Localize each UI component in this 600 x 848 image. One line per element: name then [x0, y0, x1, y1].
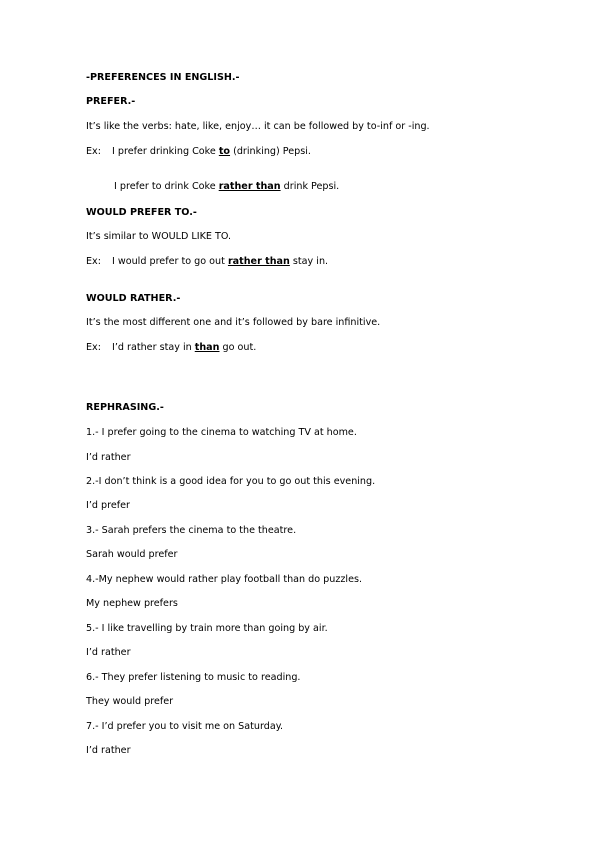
- document-title: -PREFERENCES IN ENGLISH.-: [86, 72, 240, 83]
- example-text: stay in.: [289, 256, 329, 267]
- example-keyword: to: [218, 146, 231, 157]
- example-text: (drinking) Pepsi.: [230, 146, 311, 157]
- example-text: I prefer drinking Coke: [112, 146, 219, 157]
- exercise-question: 3.- Sarah prefers the cinema to the theatre.: [86, 525, 297, 536]
- example-keyword: rather than: [227, 256, 290, 267]
- exercise-question: 7.- I’d prefer you to visit me on Saturday.: [86, 721, 284, 732]
- example-keyword: than: [194, 342, 220, 353]
- exercise-answer-prompt: They would prefer: [86, 696, 174, 707]
- exercise-question: 4.-My nephew would rather play football than do puzzles.: [86, 574, 363, 585]
- would-rather-heading: WOULD RATHER.-: [86, 293, 181, 304]
- would-rather-description: It’s the most different one and it’s followed by bare infinitive.: [86, 317, 381, 328]
- would-rather-example: [86, 342, 256, 354]
- example-label: Ex:: [86, 256, 101, 267]
- exercise-answer-prompt: I’d rather: [86, 647, 131, 658]
- example-text: drink Pepsi.: [280, 181, 340, 192]
- rephrasing-heading: REPHRASING.-: [86, 402, 164, 413]
- exercise-question: 2.-I don’t think is a good idea for you to go out this evening.: [86, 476, 376, 487]
- prefer-example-2: [114, 181, 339, 193]
- example-label: Ex:: [86, 146, 101, 157]
- example-text: go out.: [219, 342, 257, 353]
- example-label: Ex:: [86, 342, 101, 353]
- prefer-example-1: [86, 146, 311, 158]
- example-keyword: rather than: [218, 181, 281, 192]
- would-prefer-example: [86, 256, 328, 268]
- exercise-answer-prompt: I’d prefer: [86, 500, 130, 511]
- prefer-description: It’s like the verbs: hate, like, enjoy… it can be followed by to-inf or -ing.: [86, 121, 430, 132]
- exercise-question: 1.- I prefer going to the cinema to watching TV at home.: [86, 427, 357, 438]
- exercise-question: 5.- I like travelling by train more than going by air.: [86, 623, 328, 634]
- exercise-question: 6.- They prefer listening to music to reading.: [86, 672, 301, 683]
- prefer-heading: PREFER.-: [86, 96, 136, 107]
- exercise-answer-prompt: I’d rather: [86, 745, 131, 756]
- exercise-answer-prompt: Sarah would prefer: [86, 549, 178, 560]
- exercise-answer-prompt: My nephew prefers: [86, 598, 178, 609]
- would-prefer-description: It’s similar to WOULD LIKE TO.: [86, 231, 232, 242]
- example-text: I prefer to drink Coke: [114, 181, 219, 192]
- example-text: I would prefer to go out: [112, 256, 228, 267]
- exercise-answer-prompt: I’d rather: [86, 452, 131, 463]
- example-text: I’d rather stay in: [112, 342, 195, 353]
- would-prefer-heading: WOULD PREFER TO.-: [86, 207, 197, 218]
